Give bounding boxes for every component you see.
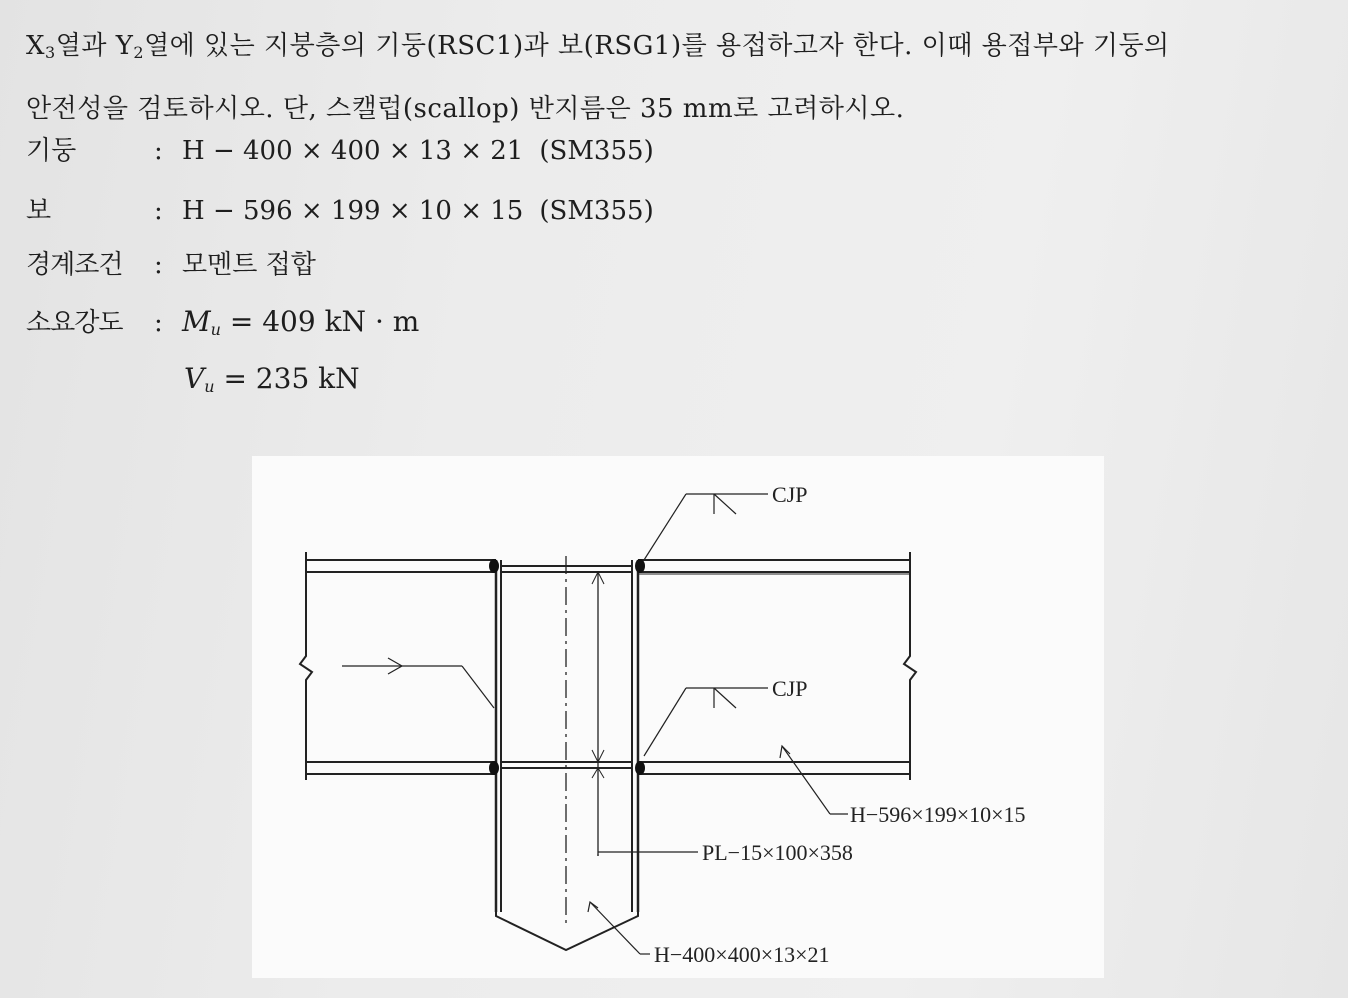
spec-column-grade: (SM355): [539, 136, 654, 166]
spec-boundary-value: 모멘트 접합: [182, 250, 316, 280]
weld-dot-right-top: [635, 559, 645, 573]
spec-beam-grade: (SM355): [539, 196, 654, 226]
problem-line-1: $X_3$열과 $Y_2$열에 있는 지붕층의 기둥(RSC1)과 보(RSG1)를 용접하고자 한다. 이때 용접부와 기둥의: [26, 31, 1170, 62]
required-shear: $V_u = 235$ kN: [184, 362, 360, 396]
spec-column-value: H − 400 × 400 × 13 × 21: [182, 136, 524, 166]
spec-beam-label: 보: [26, 196, 52, 226]
spec-beam: 보 : H − 596 × 199 × 10 × 15 (SM355): [26, 190, 654, 227]
weld-dot-right-bottom: [635, 761, 645, 775]
cjp-bottom-label: CJP: [772, 676, 808, 701]
required-moment: $M_u = 409$ kN · m: [182, 305, 420, 339]
spec-required-label: 소요강도: [26, 308, 123, 338]
spec-column-label: 기둥: [26, 136, 77, 166]
problem-line-2: 안전성을 검토하시오. 단, 스캘럽(scallop) 반지름은 35 mm로 고려하시오.: [26, 94, 905, 124]
beam-section-label: H−596×199×10×15: [850, 802, 1026, 827]
spec-required: 소요강도 : $M_u = 409$ kN · m: [26, 302, 419, 339]
column-section-label: H−400×400×13×21: [654, 942, 830, 967]
weld-marks: [489, 559, 645, 775]
weld-dot-left-top: [489, 559, 499, 573]
spec-boundary: 경계조건 : 모멘트 접합: [26, 244, 316, 281]
problem-statement: [26, 18, 1326, 137]
right-break-line: [904, 552, 916, 780]
plate-section-label: PL−15×100×358: [702, 840, 853, 865]
beam-label-leader: [782, 746, 830, 814]
cjp-top-label: CJP: [772, 482, 808, 507]
connection-figure: [252, 456, 1104, 978]
weld-dot-left-bottom: [489, 761, 499, 775]
column-bottom-break: [496, 912, 638, 950]
connection-drawing: [252, 456, 1104, 978]
left-break-line: [300, 552, 312, 780]
spec-beam-value: H − 596 × 199 × 10 × 15: [182, 196, 524, 226]
spec-boundary-label: 경계조건: [26, 250, 123, 280]
spec-column: 기둥 : H − 400 × 400 × 13 × 21 (SM355): [26, 130, 654, 167]
